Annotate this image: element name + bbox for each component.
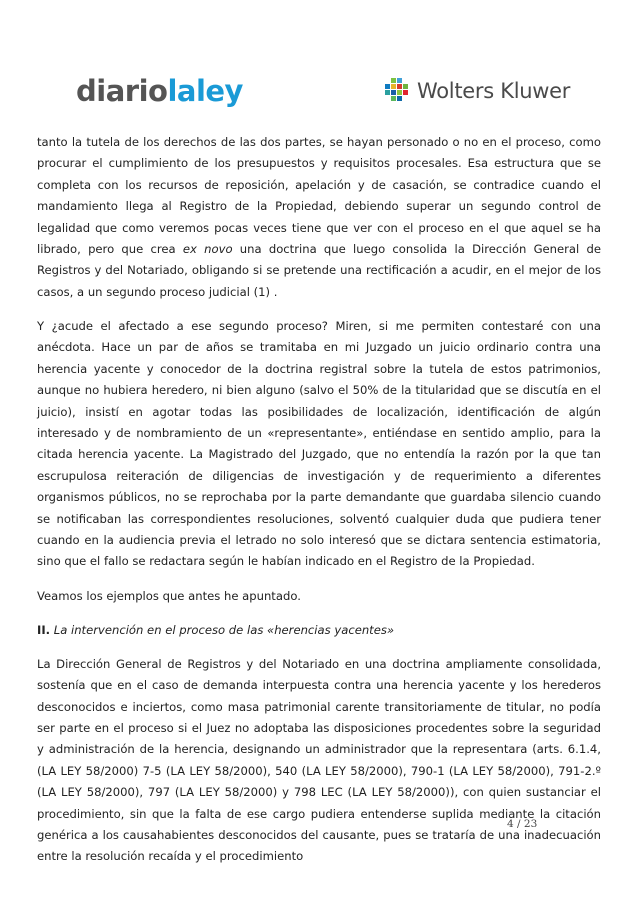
wolters-kluwer-mosaic-icon	[383, 77, 411, 105]
diariolaley-logo	[76, 74, 243, 108]
paragraph: Y ¿acude el afectado a ese segundo proceso? Miren, si me permiten contestaré con una anécdota. Hace un par de años se tramitaba en mi Juzgado un juicio ordinario contra una herencia yacente y conocedor de la doctrina registral sobre la tutela de estos patrimonios, aunque no hubiera heredero, ni bien alguno (salvo el 50% de la titularidad que se discutía en el juicio), insistí en agotar todas las posibilidades de localización, identificación de algún interesado y de nombramiento de un «representante», entiéndase en sentido amplio, para la citada herencia yacente. La Magistrado del Juzgado, que no entendía la razón por la que tan escrupulosa reiteración de diligencias de investigación y de requerimiento a diferentes organismos públicos, no se reprochaba por la parte demandante que guardaba silencio cuando se notificaban las correspondientes resoluciones, solventó cualquier duda que pudiera tener cuando en la audiencia previa el letrado no solo interesó que se dictara sentencia estimatoria, sino que el fallo se redactara según le habían indicado en el Registro de la Propiedad.	[37, 318, 601, 569]
paragraph: Veamos los ejemplos que antes he apuntado.	[37, 588, 301, 603]
logo-text-diario: diario	[76, 74, 168, 108]
paragraph-text: tanto la tutela de los derechos de las dos partes, se hayan personado o no en el proceso, como procurar el cumplimiento de los presupuestos y requisitos procesales. Esa estructura que se completa con los recursos de reposición, apelación y de casación, se contradice cuando el mandamiento llega al Registro de la Propiedad, debiendo superar un segundo control de legalidad que como veremos pocas veces tiene que ver con el proceso en el que aquel se ha librado, pero que crea	[37, 135, 601, 257]
document-body	[37, 132, 601, 880]
latin-term: ex novo	[182, 242, 233, 257]
logo-text-laley: laley	[167, 74, 243, 108]
paragraph: La Dirección General de Registros y del Notariado en una doctrina ampliamente consolidada, sostenía que en el caso de demanda interpuesta contra una herencia yacente y los herederos desconocidos e inciertos, como masa patrimonial carente transitoriamente de titular, no podía ser parte en el proceso si el Juez no adoptaba las disposiciones procedentes sobre la seguridad y administración de la herencia, designando un administrador que la representara (arts. 6.1.4, (LA LEY 58/2000) 7-5 (LA LEY 58/2000), 540 (LA LEY 58/2000), 790-1 (LA LEY 58/2000), 791-2.º (LA LEY 58/2000), 797 (LA LEY 58/2000) y 798 LEC (LA LEY 58/2000)), con quien sustanciar el procedimiento, sin que la falta de ese cargo pudiera entenderse suplida mediante la citación genérica a los causahabientes desconocidos del causante, pues se trataría de una inadecuación entre la resolución recaída y el procedimiento	[37, 656, 601, 864]
page-header	[0, 0, 638, 122]
section-heading	[37, 620, 601, 641]
section-title: La intervención en el proceso de las «herencias yacentes»	[53, 622, 395, 637]
section-number: II.	[37, 622, 51, 637]
paragraph	[37, 132, 601, 303]
logo-text-wolters-kluwer: Wolters Kluwer	[417, 79, 571, 103]
page-number: 4 / 23	[507, 818, 538, 830]
wolters-kluwer-logo	[383, 76, 570, 106]
paragraph-text: una doctrina que luego consolida la Dirección General de Registros y del Notariado, obligando si se pretende una rectificación a acudir, en el mejor de los casos, a un segundo proceso judicial (1) .	[37, 242, 602, 299]
